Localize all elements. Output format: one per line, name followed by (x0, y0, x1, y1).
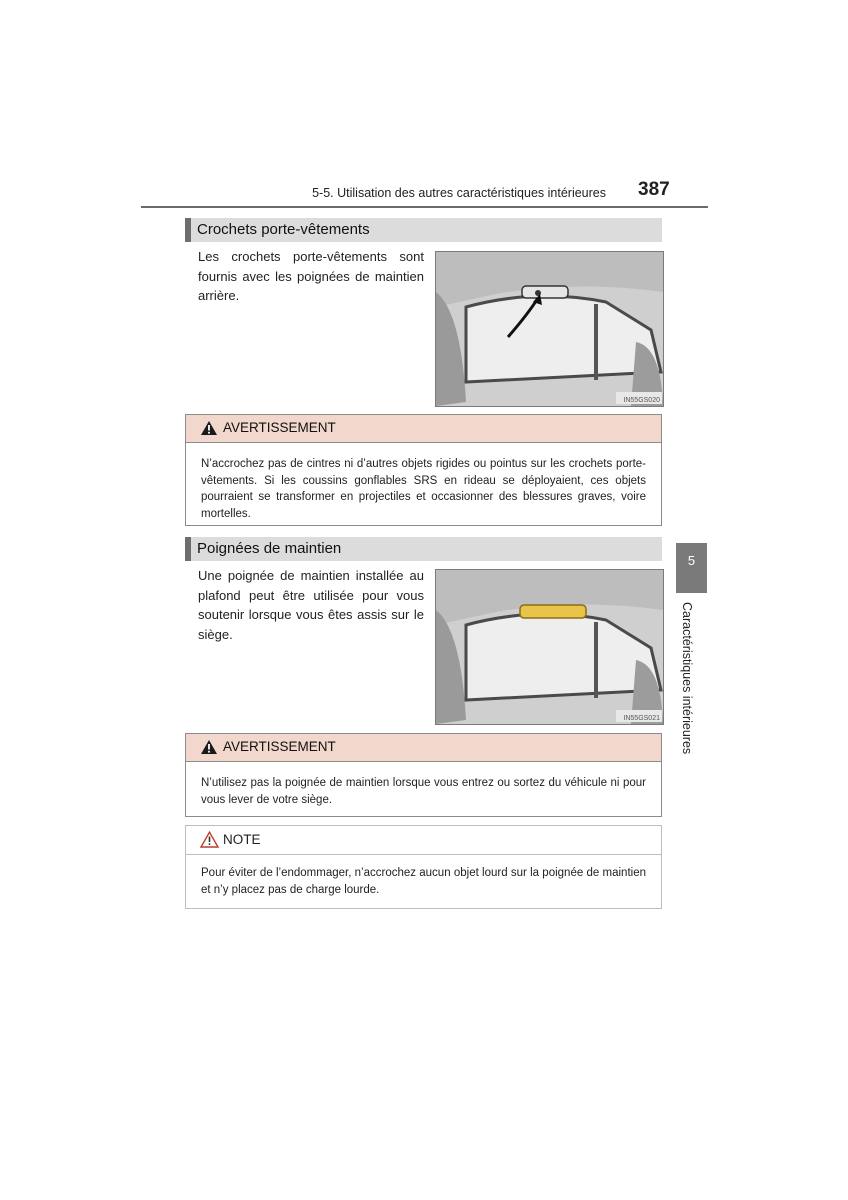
assist-grip-illustration (435, 569, 664, 725)
warning-box-coat-hooks (185, 414, 662, 526)
section-title: Crochets porte-vêtements (197, 221, 370, 238)
note-title: NOTE (223, 832, 261, 847)
coat-hooks-text: Les crochets porte-vêtements sont fournis avec les poignées de maintien arrière. (198, 249, 424, 303)
header-divider (141, 206, 708, 208)
image-code: IN55GS020 (623, 397, 660, 404)
caution-triangle-icon (200, 831, 219, 848)
note-box (185, 825, 662, 909)
running-header: 5-5. Utilisation des autres caractéristiques intérieures (312, 186, 606, 200)
note-header (186, 826, 661, 855)
section-title: Poignées de maintien (197, 540, 342, 557)
chapter-label: Caractéristiques intérieures (680, 602, 694, 755)
warning-triangle-icon (200, 420, 218, 436)
warning-text: N’accrochez pas de cintres ni d’autres objets rigides ou pointus sur les crochets porte-vêtements. Si les coussins gonflables SRS en rideau se déployaient, ces objets pourraient se transformer en projectiles et occasionner des blessures graves, voire mortelles. (201, 458, 646, 520)
warning-text: N’utilisez pas la poignée de maintien lorsque vous entrez ou sortez du véhicule ni pour vous lever de votre siège. (201, 777, 646, 806)
warning-title: AVERTISSEMENT (223, 739, 336, 754)
warning-header (186, 415, 661, 443)
note-text: Pour éviter de l’endommager, n’accrochez aucun objet lourd sur la poignée de maintien et n’y placez pas de charge lourde. (201, 867, 646, 896)
section-heading-assist-grips (185, 537, 662, 561)
warning-box-assist-grips (185, 733, 662, 817)
section-heading-coat-hooks (185, 218, 662, 242)
warning-header (186, 734, 661, 762)
image-code: IN55GS021 (623, 715, 660, 722)
coat-hook-illustration (435, 251, 664, 407)
assist-grips-text: Une poignée de maintien installée au plafond peut être utilisée pour vous soutenir lorsque vous êtes assis sur le siège. (198, 568, 424, 642)
chapter-tab: 5 (676, 543, 707, 593)
page-number: 387 (638, 179, 670, 200)
warning-title: AVERTISSEMENT (223, 420, 336, 435)
warning-triangle-icon (200, 739, 218, 755)
